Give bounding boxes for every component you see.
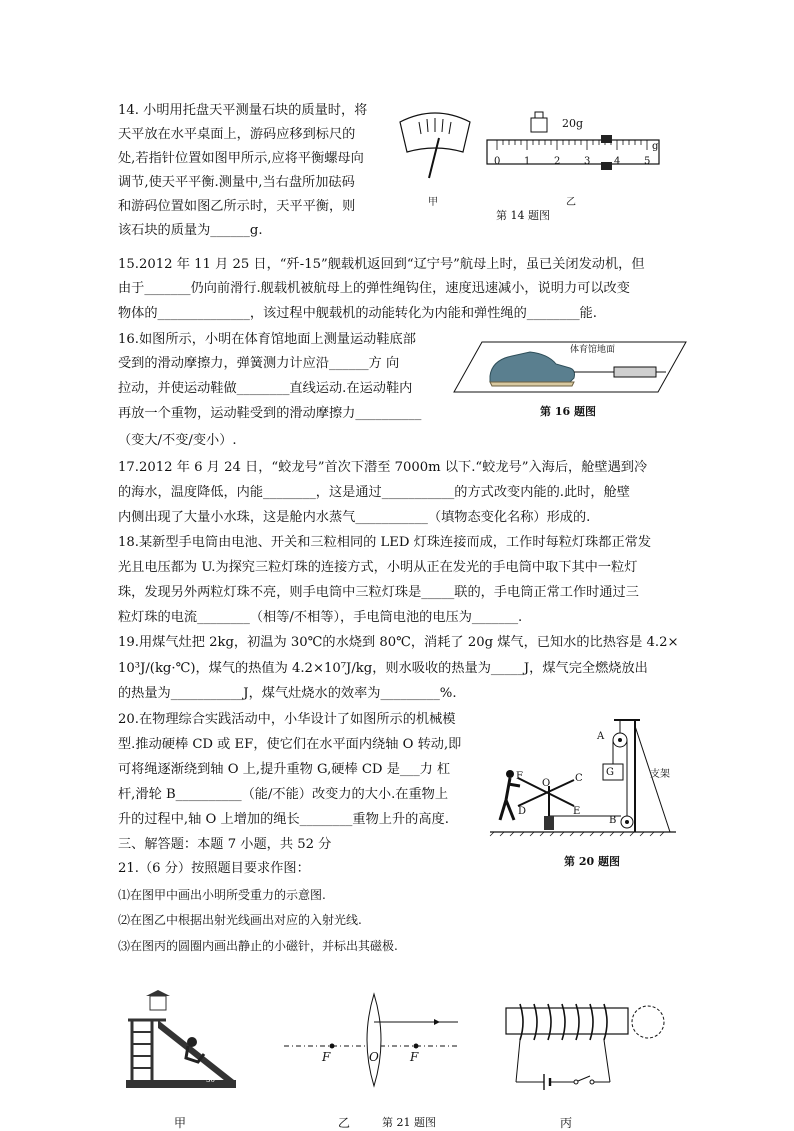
q14-tick-1: 1 [524,156,531,167]
q17-line-1: 17.2012 年 6 月 24 日，“蛟龙号”首次下潜至 7000m 以下.“蛟龙号”入海后，舱壁遇到冷 [118,460,648,475]
q20-label-O: O [542,778,551,789]
q16-line-1: 16.如图所示，小明在体育馆地面上测量运动鞋底部 [118,332,416,347]
q16-line-2: 受到的滑动摩擦力，弹簧测力计应沿______方 向 [118,356,400,371]
q18-line-4: 粒灯珠的电流________（相等/不相等），手电筒电池的电压为_______. [118,610,523,625]
q21-line-1: 21.（6 分）按照题目要求作图： [118,861,310,876]
q14-tick-5: 5 [644,156,651,167]
q21-fig-solenoid [500,1002,670,1098]
q15-line-2: 由于_______仍向前滑行.舰载机被航母上的弹性绳钩住，速度迅速减小，说明力可以改变 [118,281,630,296]
q21-lens-F-right: F [410,1050,419,1064]
q14-scale-unit: g [652,141,659,152]
q14-caption: 第 14 题图 [496,209,550,222]
q20-line-2: 型.推动硬棒 CD 或 EF，使它们在水平面内绕轴 O 转动,即 [118,737,462,752]
q14-tick-3: 3 [584,156,591,167]
q21-lens-O: O [369,1050,379,1064]
q16-line-4: 再放一个重物，运动鞋受到的滑动摩擦力__________ [118,406,422,421]
q16-fig-floor-label: 体育馆地面 [570,345,616,355]
q20-line-4: 杆,滑轮 B__________（能/不能）改变力的大小.在重物上 [118,787,449,802]
q15-line-3: 物体的______________，该过程中舰载机的动能转化为内能和弹性绳的________能. [118,306,597,321]
q20-label-C: C [575,773,583,784]
q14-line-3: 处,若指针位置如图甲所示,应将平衡螺母向 [118,151,364,166]
q14-tick-4: 4 [614,156,621,167]
q14-line-6: 该石块的质量为______g. [118,223,263,238]
q14-line-4: 调节,使天平平衡.测量中,当右盘所加砝码 [118,175,355,190]
q14-tick-2: 2 [554,156,561,167]
q20-label-B: B [609,815,617,826]
q20-line-5: 升的过程中,轴 O 上增加的绳长________重物上升的高度. [118,812,449,827]
q14-fig-weight-label: 20g [562,117,584,130]
section-heading: 三、解答题：本题 7 小题，共 52 分 [118,837,332,852]
q21-fig-slide [122,990,242,1090]
q18-line-1: 18.某新型手电筒由电池、开关和三粒相同的 LED 灯珠连接而成，工作时每粒灯珠都正常发 [118,535,652,550]
q20-label-F: F [516,771,523,782]
q18-line-3: 珠，发现另外两粒灯珠不亮，则手电筒中三粒灯珠是_____联的，手电筒正常工作时通过三 [118,585,639,600]
q14-line-2: 天平放在水平桌面上，游码应移到标尺的 [118,127,356,142]
q14-line-5: 和游码位置如图乙所示时，天平平衡，则 [118,199,356,214]
q21-fig-label-yi: 乙 [338,1116,351,1130]
q21-fig-label-jia: 甲 [174,1116,187,1130]
q20-label-A: A [597,731,605,742]
q14-fig-label-jia: 甲 [428,197,438,208]
q21-fig-angle: 30° [206,1076,219,1084]
q21-line-2: ⑴在图甲中画出小明所受重力的示意图. [118,888,326,902]
q16-caption: 第 16 题图 [540,405,596,418]
q21-lens-F-left: F [322,1050,331,1064]
q21-line-3: ⑵在图乙中根据出射光线画出对应的入射光线. [118,913,362,927]
q21-fig-label-bing: 丙 [560,1116,573,1130]
q21-caption: 第 21 题图 [382,1116,436,1129]
q20-label-support: 支架 [650,769,670,780]
q17-line-2: 的海水，温度降低，内能________，这是通过___________的方式改变内能的.此时，舱壁 [118,485,630,500]
q21-lens-shapes [282,990,462,1090]
q14-fig-label-yi: 乙 [566,197,576,208]
q20-label-G: G [606,767,614,778]
q17-line-3: 内侧出现了大量小水珠，这是舱内水蒸气___________（填物态变化名称）形成的. [118,510,591,525]
q20-caption: 第 20 题图 [564,855,620,868]
q15-line-1: 15.2012 年 11 月 25 日，“歼-15”舰载机返回到“辽宁号”航母上时，虽已关闭发动机，但 [118,257,645,272]
q14-tick-0: 0 [494,156,501,167]
q19-line-1: 19.用煤气灶把 2kg，初温为 30℃的水烧到 80℃，消耗了 20g 煤气，已知水的比热容是 4.2× [118,635,679,650]
q14-line-1: 14. 小明用托盘天平测量石块的质量时，将 [118,103,368,118]
q16-line-5: （变大/不变/变小）. [118,433,237,448]
q20-label-E: E [573,806,581,817]
q19-line-3: 的热量为___________J，煤气灶烧水的效率为_________%. [118,686,457,701]
q20-label-D: D [518,806,527,817]
q20-line-3: 可将绳逐渐绕到轴 O 上,提升重物 G,硬棒 CD 是___力 杠 [118,762,451,777]
q20-line-1: 20.在物理综合实践活动中，小华设计了如图所示的机械模 [118,712,456,727]
q16-line-3: 拉动，并使运动鞋做________直线运动.在运动鞋内 [118,381,413,396]
q21-line-4: ⑶在图丙的圆圈内画出静止的小磁针，并标出其磁极. [118,939,398,953]
q18-line-2: 光且电压都为 U.为探究三粒灯珠的连接方式，小明从正在发光的手电筒中取下其中一粒灯 [118,560,638,575]
q14-fig-balance-dial [395,108,475,198]
q19-line-2: 10³J/(kg·℃)，煤气的热值为 4.2×10⁷J/kg，则水吸收的热量为_____J，煤气完全燃烧放出 [118,661,648,676]
